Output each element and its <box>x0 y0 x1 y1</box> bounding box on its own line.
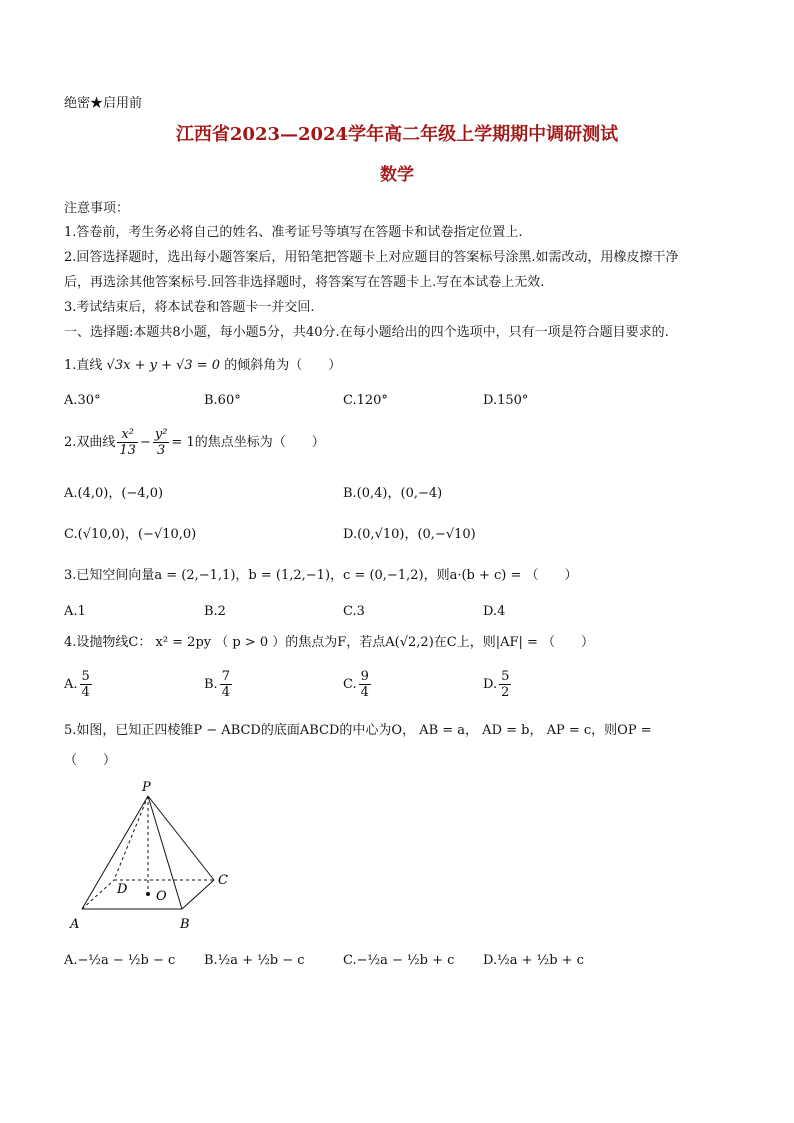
label-b: B <box>180 917 190 932</box>
label-a: A <box>70 917 80 932</box>
question-5: 5.如图，已知正四棱锥P − ABCD的底面ABCD的中心为O， AB = a， AD = b， AP = c，则OP = <box>64 723 652 738</box>
q5-option-d: D.½a + ½b + c <box>483 953 584 968</box>
q4-option-c-fraction <box>359 669 371 700</box>
section-1-heading: 一、选择题:本题共8小题，每小题5分，共40分.在每小题给出的四个选项中，只有一项是符合题目要求的. <box>64 325 669 340</box>
edge-bc <box>182 880 214 909</box>
q4-d-num: 5 <box>501 669 510 684</box>
q3-option-a: A.1 <box>64 604 86 619</box>
q3-option-c: C.3 <box>343 604 365 619</box>
q2-fraction-1 <box>117 427 138 458</box>
q4-c-num: 9 <box>360 669 369 684</box>
q4-b-num: 7 <box>221 669 230 684</box>
label-o: O <box>156 889 167 904</box>
note-item-2a: 2.回答选择题时，选出每小题答案后，用铅笔把答题卡上对应题目的答案标号涂黑.如需改动，用橡皮擦干净 <box>64 250 679 265</box>
q4-b-den: 4 <box>221 685 230 700</box>
question-4: 4.设抛物线C： x² = 2py （ p > 0 ）的焦点为F，若点A(√2,2)在C上，则|AF| = （ ） <box>64 635 595 650</box>
q4-option-c <box>343 667 373 703</box>
q1-option-c: C.120° <box>343 393 388 408</box>
q2-prefix: 2.双曲线 <box>64 435 116 450</box>
q4-a-den: 4 <box>81 685 90 700</box>
q4-option-b-fraction <box>220 669 232 700</box>
q2-suffix: 的焦点坐标为（ ） <box>194 435 325 450</box>
note-item-1: 1.答卷前，考生务必将自己的姓名、准考证号等填写在答题卡和试卷指定位置上. <box>64 225 523 240</box>
q5-option-c: C.−½a − ½b + c <box>343 953 455 968</box>
question-2: 2.双曲线 $\frac{\text{x²}}{13}$ − $\frac{\text{y²}}{3}$ = 1的焦点坐标为（ ） <box>64 427 325 458</box>
question-1 <box>64 357 341 375</box>
q1-option-a: A.30° <box>64 393 101 408</box>
q2-num-1: x² <box>117 427 138 443</box>
q2-option-d: D.(0,√10)，(0,−√10) <box>343 527 476 542</box>
q2-option-c: C.(√10,0)，(−√10,0) <box>64 527 197 542</box>
q4-option-a-letter: A. <box>64 677 78 692</box>
q4-option-b-letter: B. <box>204 677 218 692</box>
q3-option-b: B.2 <box>204 604 226 619</box>
q4-d-den: 2 <box>501 685 510 700</box>
label-c: C <box>218 873 228 888</box>
q2-num-2: y² <box>154 427 168 442</box>
question-3: 3.已知空间向量a = (2,−1,1)，b = (1,2,−1)，c = (0,−1,2)，则a·(b + c) = （ ） <box>64 568 578 583</box>
q4-option-a-fraction <box>80 669 92 700</box>
edge-pc <box>148 796 214 880</box>
label-p: P <box>142 780 151 795</box>
note-item-3: 3.考试结束后，将本试卷和答题卡一并交回. <box>64 300 315 315</box>
q2-option-a: A.(4,0)，(−4,0) <box>64 486 164 501</box>
notes-heading: 注意事项： <box>64 201 130 216</box>
center-point-o <box>146 892 150 896</box>
exam-title: 江西省2023—2024学年高二年级上学期期中调研测试 <box>175 124 619 145</box>
q1-suffix: 的倾斜角为（ ） <box>224 358 342 373</box>
q4-option-c-letter: C. <box>343 677 357 692</box>
note-item-2b: 后，再选涂其他答案标号.回答非选择题时，将答案写在答题卡上.写在本试卷上无效. <box>64 275 545 290</box>
edge-pd <box>114 796 148 880</box>
q2-den-1: 13 <box>119 443 136 458</box>
subject-title: 数学 <box>380 165 414 185</box>
q1-prefix: 1.直线 <box>64 358 103 373</box>
q4-c-den: 4 <box>360 685 369 700</box>
q4-option-d <box>483 667 513 703</box>
q4-option-d-letter: D. <box>483 677 498 692</box>
q1-expression: √3x + y + √3 = 0 <box>106 358 221 373</box>
q2-equals: = 1 <box>171 435 195 450</box>
q2-den-2: 3 <box>157 443 166 458</box>
edge-pa <box>82 796 148 909</box>
q2-option-b: B.(0,4)，(0,−4) <box>343 486 443 501</box>
q2-fraction-2 <box>153 427 170 458</box>
label-d: D <box>117 882 128 897</box>
edge-ad <box>82 880 114 909</box>
q3-option-d: D.4 <box>483 604 506 619</box>
q4-option-b <box>204 667 234 703</box>
secret-label: 绝密★启用前 <box>64 96 143 111</box>
q1-option-b: B.60° <box>204 393 241 408</box>
q5-option-a: A.−½a − ½b − c <box>64 953 176 968</box>
q4-option-d-fraction <box>499 669 511 700</box>
q4-a-num: 5 <box>81 669 90 684</box>
pyramid-figure <box>66 776 246 934</box>
q1-option-d: D.150° <box>483 393 529 408</box>
q4-option-a <box>64 667 94 703</box>
q5-option-b: B.½a + ½b − c <box>204 953 305 968</box>
question-5-paren: （ ） <box>64 753 117 768</box>
